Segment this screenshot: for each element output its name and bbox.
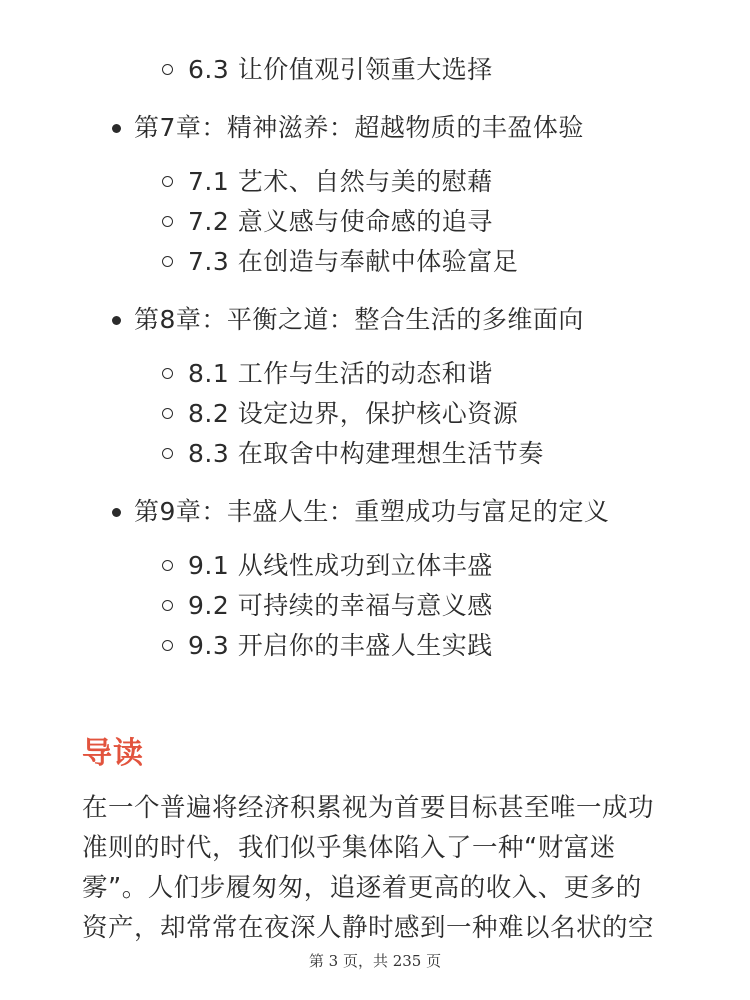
toc-subsection-label: 7.2 意义感与使命感的追寻 — [188, 207, 493, 236]
disc-bullet-icon — [112, 508, 121, 517]
toc-subsection-label: 8.3 在取舍中构建理想生活节奏 — [188, 439, 544, 468]
toc-subsection-label: 7.3 在创造与奉献中体验富足 — [188, 247, 519, 276]
toc-subsection-item — [0, 626, 750, 666]
toc-subsection-item — [0, 50, 750, 90]
intro-paragraph — [82, 788, 672, 948]
toc-subsection-item — [0, 434, 750, 474]
toc-chapter-label: 第9章：丰盛人生：重塑成功与富足的定义 — [134, 497, 610, 526]
toc-chapter-label: 第8章：平衡之道：整合生活的多维面向 — [134, 305, 584, 334]
circle-bullet-icon — [162, 448, 173, 459]
toc-subsection-item — [0, 394, 750, 434]
circle-bullet-icon — [162, 640, 173, 651]
toc-subsection-item — [0, 354, 750, 394]
circle-bullet-icon — [162, 216, 173, 227]
circle-bullet-icon — [162, 560, 173, 571]
toc-subsection-label: 6.3 让价值观引领重大选择 — [188, 55, 493, 84]
circle-bullet-icon — [162, 176, 173, 187]
toc-chapter-item — [0, 108, 750, 148]
toc-subsection-label: 9.2 可持续的幸福与意义感 — [188, 591, 493, 620]
disc-bullet-icon — [112, 124, 121, 133]
paragraph-line: 准则的时代，我们似乎集体陷入了一种“财富迷 — [82, 833, 616, 863]
page-number-footer: 第 3 页，共 235 页 — [308, 952, 442, 970]
toc-subsection-label: 9.3 开启你的丰盛人生实践 — [188, 631, 493, 660]
toc-subsection-label: 8.2 设定边界，保护核心资源 — [188, 399, 519, 428]
table-of-contents — [0, 50, 750, 666]
toc-subsection-label: 7.1 艺术、自然与美的慰藉 — [188, 167, 493, 196]
circle-bullet-icon — [162, 368, 173, 379]
toc-subsection-item — [0, 546, 750, 586]
circle-bullet-icon — [162, 408, 173, 419]
toc-subsection-item — [0, 242, 750, 282]
toc-chapter-item — [0, 492, 750, 532]
paragraph-line: 资产，却常常在夜深人静时感到一种难以名状的空 — [82, 913, 655, 943]
circle-bullet-icon — [162, 64, 173, 75]
toc-subsection-item — [0, 202, 750, 242]
toc-chapter-label: 第7章：精神滋养：超越物质的丰盈体验 — [134, 113, 584, 142]
toc-chapter-item — [0, 300, 750, 340]
paragraph-line: 在一个普遍将经济积累视为首要目标甚至唯一成功 — [82, 793, 655, 823]
toc-subsection-label: 8.1 工作与生活的动态和谐 — [188, 359, 493, 388]
section-heading: 导读 — [82, 736, 144, 771]
disc-bullet-icon — [112, 316, 121, 325]
toc-subsection-label: 9.1 从线性成功到立体丰盛 — [188, 551, 493, 580]
circle-bullet-icon — [162, 600, 173, 611]
toc-subsection-item — [0, 162, 750, 202]
circle-bullet-icon — [162, 256, 173, 267]
paragraph-line: 雾”。人们步履匆匆，追逐着更高的收入、更多的 — [82, 873, 642, 903]
toc-subsection-item — [0, 586, 750, 626]
